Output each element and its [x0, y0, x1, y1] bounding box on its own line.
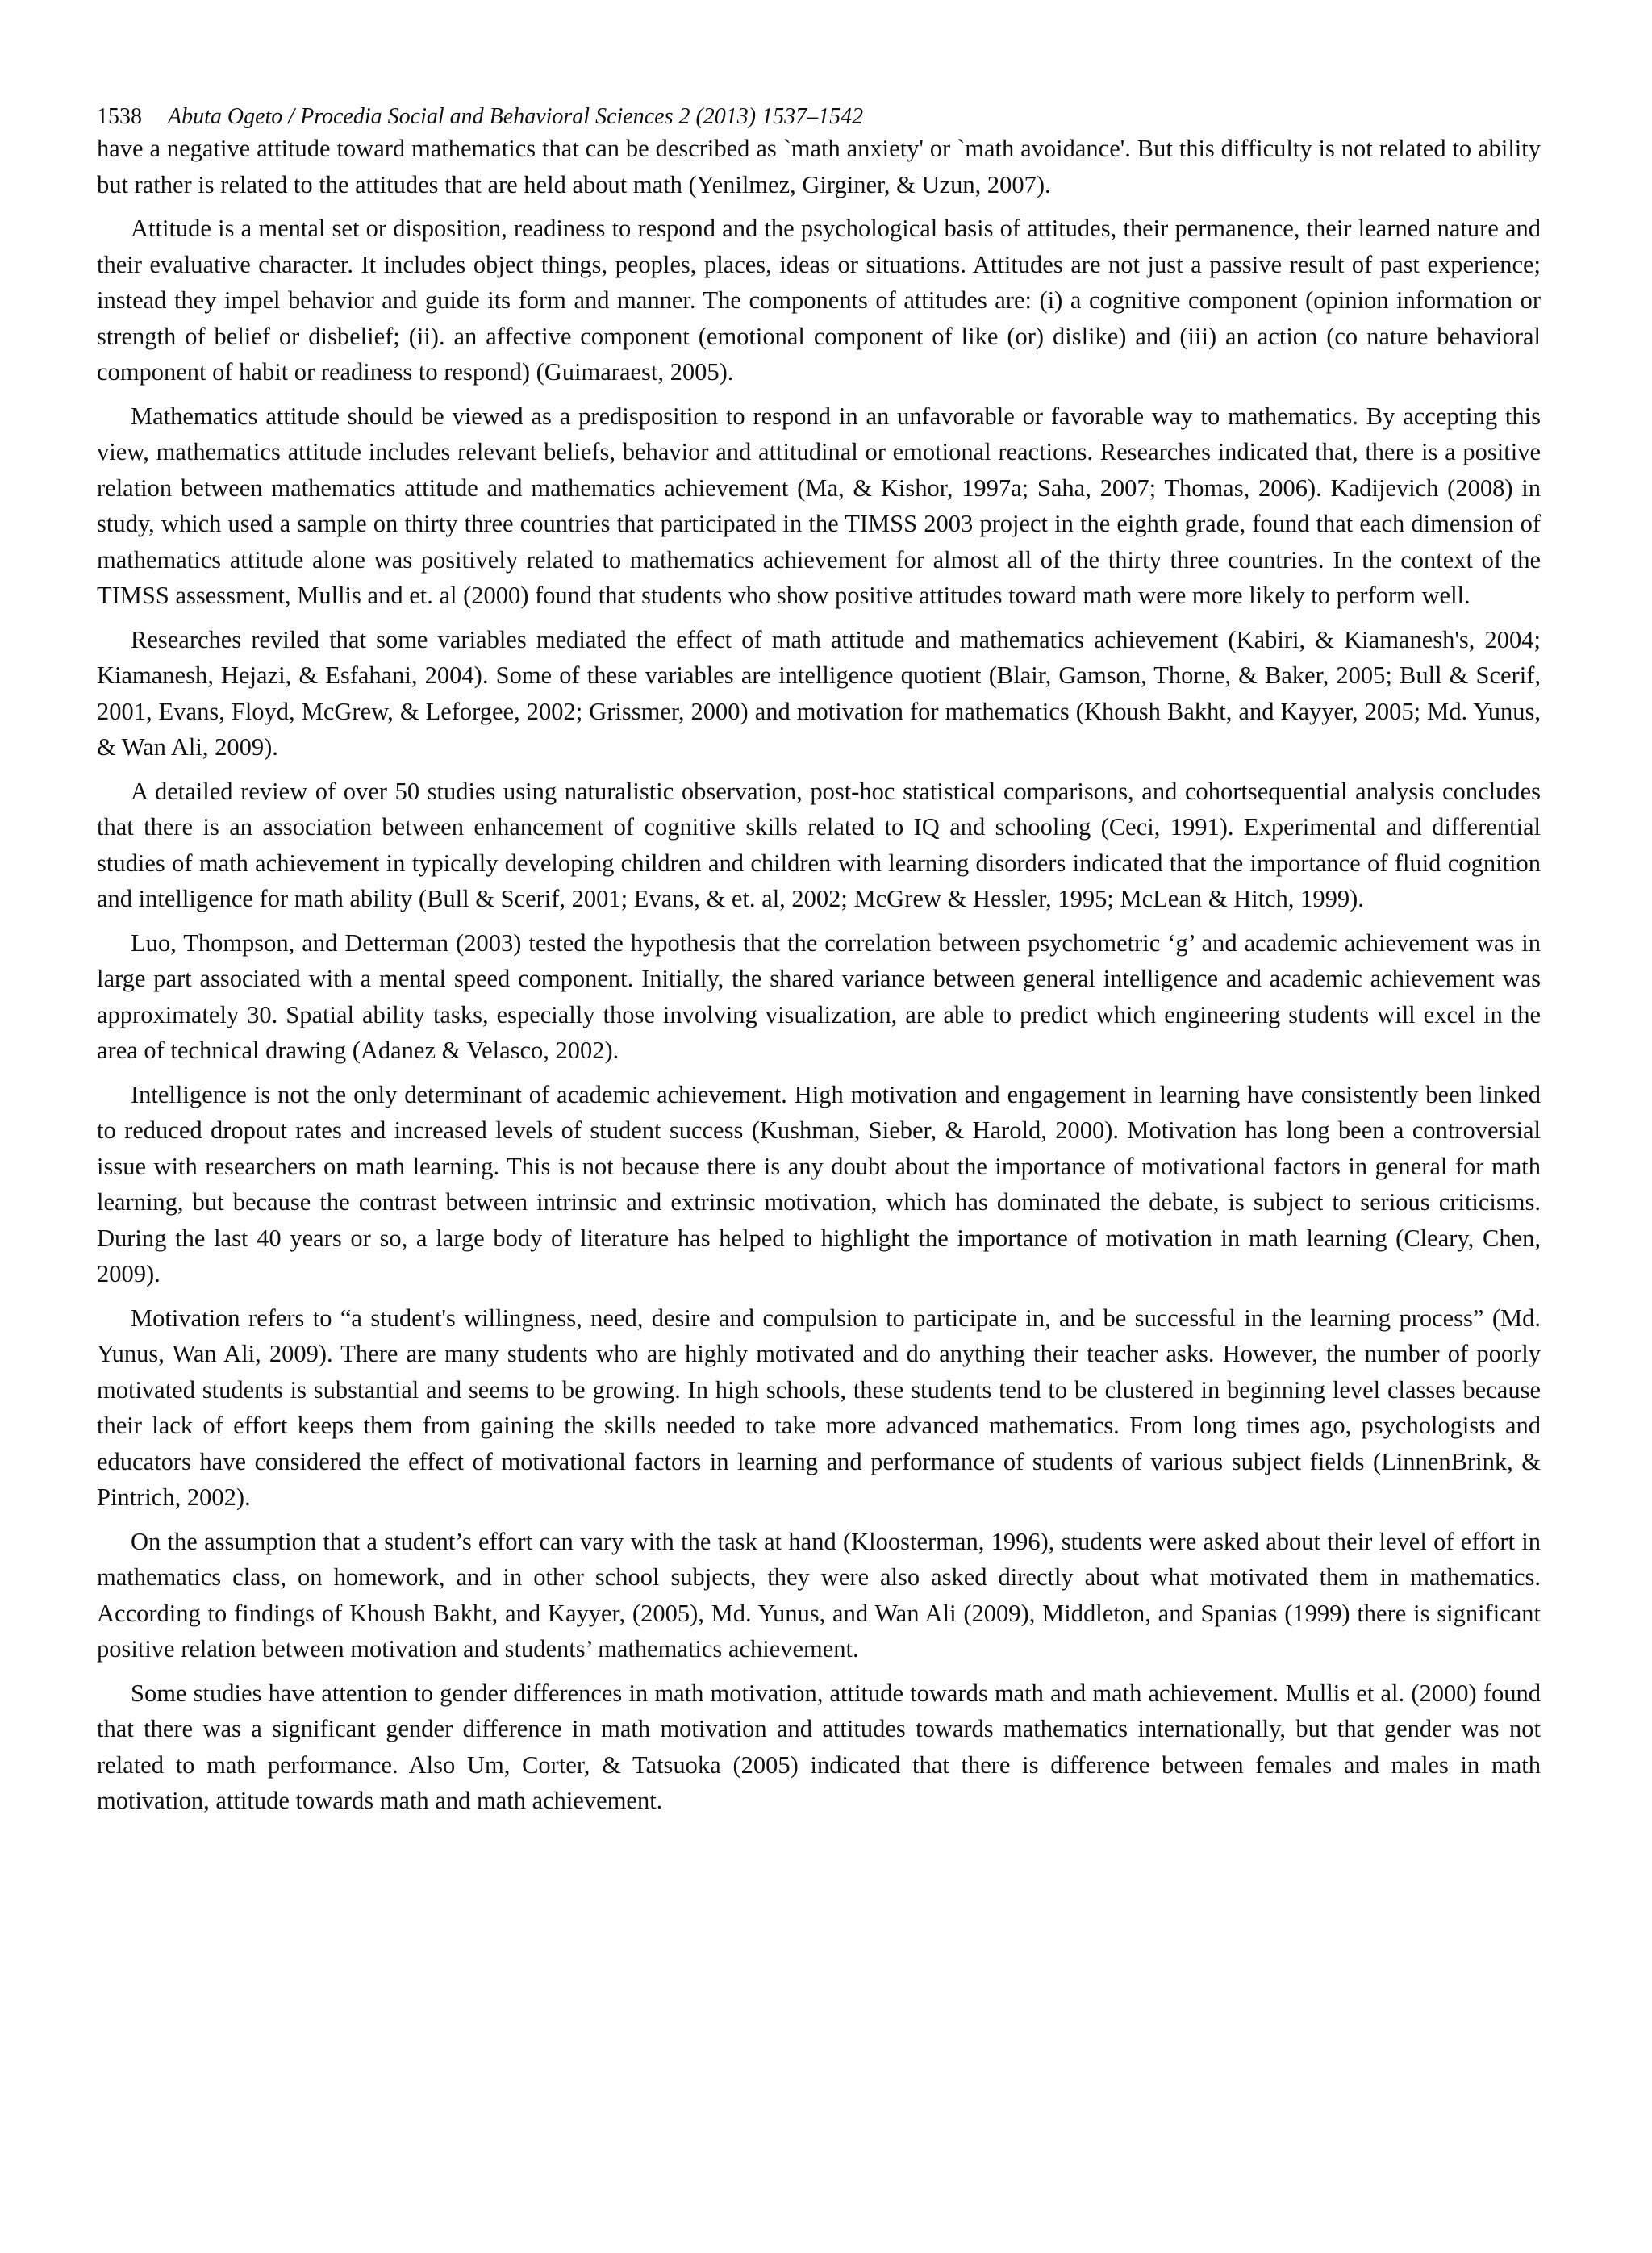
running-header — [97, 103, 1541, 131]
paragraph: Mathematics attitude should be viewed as a predisposition to respond in an unfavorable or favorable way to mathematics. By accepting this view, mathematics attitude includes relevant beliefs, behavior and attitudinal or emotional reactions. Researches indicated that, there is a positive relation between mathematics attitude and mathematics achievement (Ma, & Kishor, 1997a; Saha, 2007; Thomas, 2006). Kadijevich (2008) in study, which used a sample on thirty three countries that participated in the TIMSS 2003 project in the eighth grade, found that each dimension of mathematics attitude alone was positively related to mathematics achievement for almost all of the thirty three countries. In the context of the TIMSS assessment, Mullis and et. al (2000) found that students who show positive attitudes toward math were more likely to perform well. — [97, 402, 1541, 609]
paragraph: A detailed review of over 50 studies using naturalistic observation, post-hoc statistical comparisons, and cohortsequential analysis concludes that there is an association between enhancement of cognitive skills related to IQ and schooling (Ceci, 1991). Experimental and differential studies of math achievement in typically developing children and children with learning disorders indicated that the importance of fluid cognition and intelligence for math ability (Bull & Scerif, 2001; Evans, & et. al, 2002; McGrew & Hessler, 1995; McLean & Hitch, 1999). — [97, 777, 1541, 912]
body-text — [97, 131, 1541, 1819]
page-number: 1538 — [97, 104, 142, 129]
paragraph: have a negative attitude toward mathematics that can be described as `math anxiety' or `math avoidance'. But this difficulty is not related to ability but rather is related to the attitudes that are held about math (Yenilmez, Girginer, & Uzun, 2007). — [97, 135, 1541, 198]
paragraph: On the assumption that a student’s effort can vary with the task at hand (Kloosterman, 1996), students were asked about their level of effort in mathematics class, on homework, and in other school subjects, they were also asked directly about what motivated them in mathematics. According to findings of Khoush Bakht, and Kayyer, (2005), Md. Yunus, and Wan Ali (2009), Middleton, and Spanias (1999) there is significant positive relation between motivation and students’ mathematics achievement. — [97, 1527, 1541, 1663]
paragraph: Attitude is a mental set or disposition, readiness to respond and the psychological basis of attitudes, their permanence, their learned nature and their evaluative character. It includes object things, peoples, places, ideas or situations. Attitudes are not just a passive result of past experience; instead they impel behavior and guide its form and manner. The components of attitudes are: (i) a cognitive component (opinion information or strength of belief or disbelief; (ii). an affective component (emotional component of like (or) dislike) and (iii) an action (co nature behavioral component of habit or readiness to respond) (Guimaraest, 2005). — [97, 215, 1541, 386]
paragraph: Motivation refers to “a student's willingness, need, desire and compulsion to participate in, and be successful in the learning process” (Md. Yunus, Wan Ali, 2009). There are many students who are highly motivated and do anything their teacher asks. However, the number of poorly motivated students is substantial and seems to be growing. In high schools, these students tend to be clustered in beginning level classes because their lack of effort keeps them from gaining the skills needed to take more advanced mathematics. From long times ago, psychologists and educators have considered the effect of motivational factors in learning and performance of students of various subject fields (LinnenBrink, & Pintrich, 2002). — [97, 1304, 1541, 1511]
paragraph: Some studies have attention to gender differences in math motivation, attitude towards math and math achievement. Mullis et al. (2000) found that there was a significant gender difference in math motivation and attitudes towards mathematics internationally, but that gender was not related to math performance. Also Um, Corter, & Tatsuoka (2005) indicated that there is difference between females and males in math motivation, attitude towards math and math achievement. — [97, 1679, 1541, 1814]
page — [97, 103, 1541, 1827]
paragraph: Intelligence is not the only determinant of academic achievement. High motivation and engagement in learning have consistently been linked to reduced dropout rates and increased levels of student success (Kushman, Sieber, & Harold, 2000). Motivation has long been a controversial issue with researchers on math learning. This is not because there is any doubt about the importance of motivational factors in general for math learning, but because the contrast between intrinsic and extrinsic motivation, which has dominated the debate, is subject to serious criticisms. During the last 40 years or so, a large body of literature has helped to highlight the importance of motivation in math learning (Cleary, Chen, 2009). — [97, 1080, 1541, 1287]
paragraph: Researches reviled that some variables mediated the effect of math attitude and mathematics achievement (Kabiri, & Kiamanesh's, 2004; Kiamanesh, Hejazi, & Esfahani, 2004). Some of these variables are intelligence quotient (Blair, Gamson, Thorne, & Baker, 2005; Bull & Scerif, 2001, Evans, Floyd, McGrew, & Leforgee, 2002; Grissmer, 2000) and motivation for mathematics (Khoush Bakht, and Kayyer, 2005; Md. Yunus, & Wan Ali, 2009). — [97, 625, 1541, 761]
paragraph: Luo, Thompson, and Detterman (2003) tested the hypothesis that the correlation between psychometric ‘g’ and academic achievement was in large part associated with a mental speed component. Initially, the shared variance between general intelligence and academic achievement was approximately 30. Spatial ability tasks, especially those involving visualization, are able to predict which engineering students will excel in the area of technical drawing (Adanez & Velasco, 2002). — [97, 928, 1541, 1064]
journal-citation: Abuta Ogeto / Procedia Social and Behavioral Sciences 2 (2013) 1537–1542 — [168, 104, 864, 129]
